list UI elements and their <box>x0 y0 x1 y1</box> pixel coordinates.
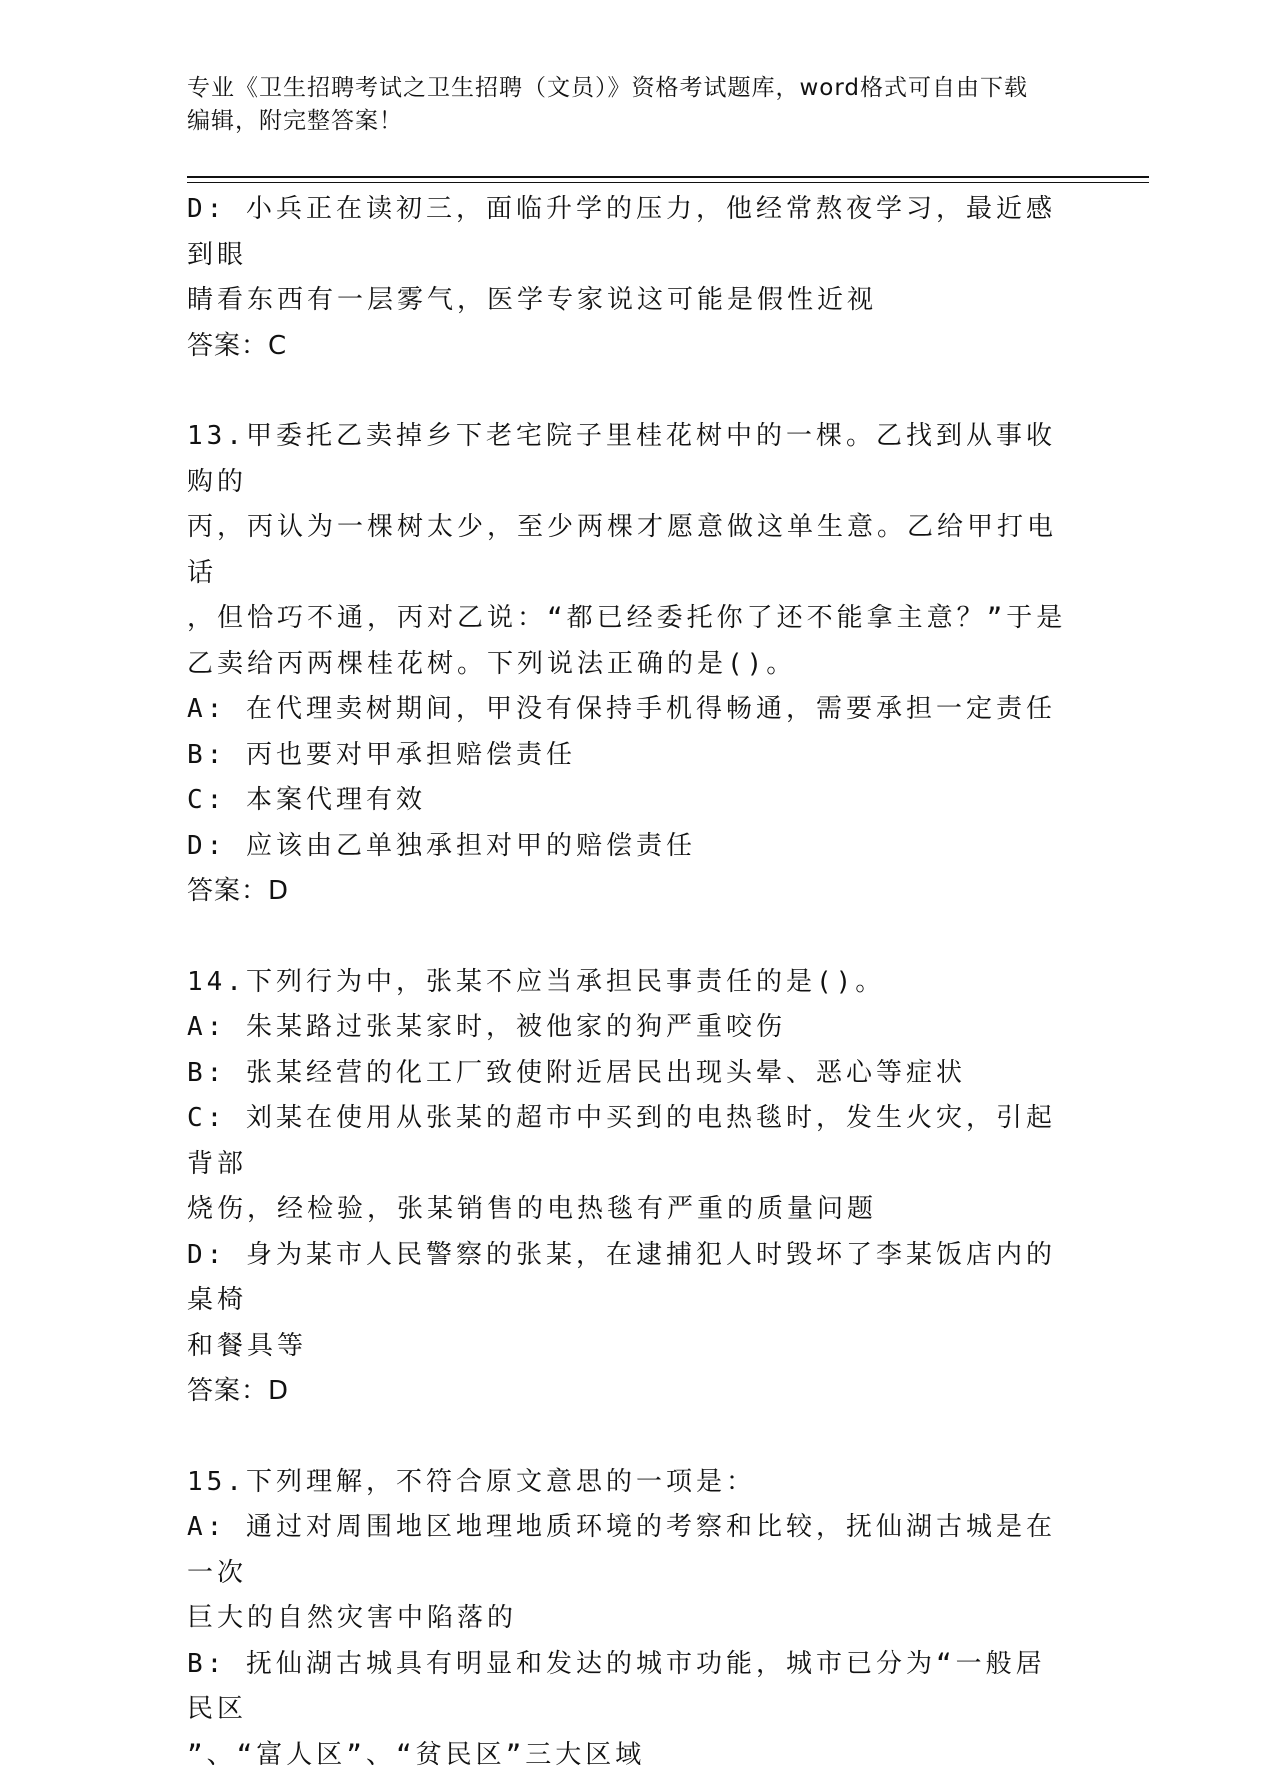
question-stem-line: 乙卖给丙两棵桂花树。下列说法正确的是()。 <box>187 642 1067 688</box>
option-b: B: 丙也要对甲承担赔偿责任 <box>187 733 1067 779</box>
question-12-continued <box>187 187 1067 369</box>
option-d-continued: 和餐具等 <box>187 1324 1067 1370</box>
header-line-2: 编辑，附完整答案！ <box>187 105 1067 138</box>
spacer <box>187 915 1067 960</box>
answer-line: 答案：C <box>187 324 1067 370</box>
option-b: B: 抚仙湖古城具有明显和发达的城市功能，城市已分为“一般居民区 <box>187 1642 1067 1733</box>
question-14 <box>187 960 1067 1415</box>
question-stem-line: 13.甲委托乙卖掉乡下老宅院子里桂花树中的一棵。乙找到从事收购的 <box>187 414 1067 505</box>
option-b: B: 张某经营的化工厂致使附近居民出现头晕、恶心等症状 <box>187 1051 1067 1097</box>
question-13 <box>187 414 1067 915</box>
header-rule-thin <box>187 182 1149 183</box>
spacer <box>187 369 1067 414</box>
option-a: A: 朱某路过张某家时，被他家的狗严重咬伤 <box>187 1005 1067 1051</box>
option-c-continued: 烧伤，经检验，张某销售的电热毯有严重的质量问题 <box>187 1187 1067 1233</box>
option-a: A: 通过对周围地区地理地质环境的考察和比较，抚仙湖古城是在一次 <box>187 1505 1067 1596</box>
header-line-1: 专业《卫生招聘考试之卫生招聘（文员）》资格考试题库，word格式可自由下载 <box>187 72 1067 105</box>
question-15 <box>187 1460 1067 1778</box>
question-stem-line: 丙，丙认为一棵树太少，至少两棵才愿意做这单生意。乙给甲打电话 <box>187 505 1067 596</box>
spacer <box>187 1415 1067 1460</box>
question-stem-line: ，但恰巧不通，丙对乙说：“都已经委托你了还不能拿主意？”于是 <box>187 596 1067 642</box>
option-line: 睛看东西有一层雾气，医学专家说这可能是假性近视 <box>187 278 1067 324</box>
option-b-continued: ”、“富人区”、“贫民区”三大区域 <box>187 1733 1067 1778</box>
option-c: C: 刘某在使用从张某的超市中买到的电热毯时，发生火灾，引起背部 <box>187 1096 1067 1187</box>
option-line: D: 小兵正在读初三，面临升学的压力，他经常熬夜学习，最近感到眼 <box>187 187 1067 278</box>
question-stem-line: 14.下列行为中，张某不应当承担民事责任的是()。 <box>187 960 1067 1006</box>
answer-line: 答案：D <box>187 869 1067 915</box>
answer-line: 答案：D <box>187 1369 1067 1415</box>
option-c: C: 本案代理有效 <box>187 778 1067 824</box>
page-header <box>187 72 1067 138</box>
option-a: A: 在代理卖树期间，甲没有保持手机得畅通，需要承担一定责任 <box>187 687 1067 733</box>
option-d: D: 身为某市人民警察的张某，在逮捕犯人时毁坏了李某饭店内的桌椅 <box>187 1233 1067 1324</box>
question-list <box>187 187 1067 1778</box>
header-rule-thick <box>187 176 1149 178</box>
option-d: D: 应该由乙单独承担对甲的赔偿责任 <box>187 824 1067 870</box>
option-a-continued: 巨大的自然灾害中陷落的 <box>187 1596 1067 1642</box>
question-stem-line: 15.下列理解，不符合原文意思的一项是： <box>187 1460 1067 1506</box>
